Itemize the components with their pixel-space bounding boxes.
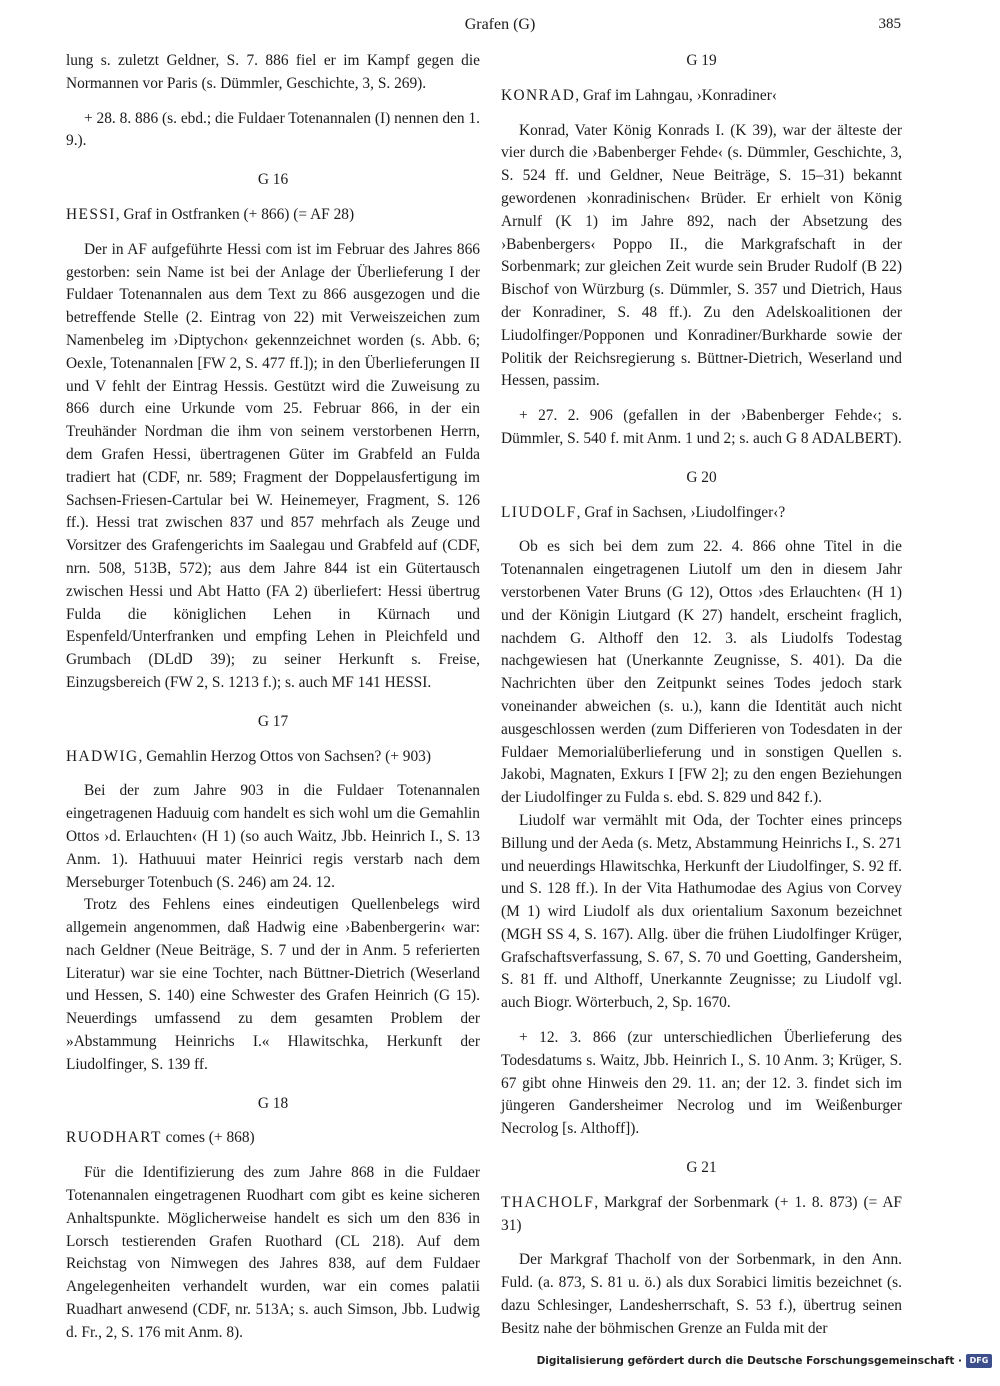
entry-number-g17: G 17 bbox=[257, 712, 289, 730]
entry-name: KONRAD bbox=[501, 86, 576, 104]
entry-name: LIUDOLF bbox=[501, 503, 577, 521]
funding-footer bbox=[537, 1352, 992, 1370]
entry-title: , Graf in Ostfranken (+ 866) (= AF 28) bbox=[115, 205, 355, 223]
entry-paragraph: Trotz des Fehlens eines eindeutigen Quellenbelegs wird allgemein angenommen, daß Hadwig eine ›Babenbergerin‹ war: nach Geldner (Neue Beiträge, S. 7 und der in Anm. 5 referierten Literatur) war sie eine Tochter, nach Büttner-Dietrich (Weserland und Hessen, S. 140) eine Schwester des Grafen Heinrich (G 15). Neuerdings umfassend zu dem gesamten Problem der »Abstammung Heinrichs I.« Hlawitschka, Herkunft der Liudolfinger, S. 139 ff. bbox=[66, 896, 480, 1073]
entry-number-g16: G 16 bbox=[257, 171, 289, 189]
entry-paragraph: Der in AF aufgeführte Hessi com ist im Februar des Jahres 866 gestorben: sein Name ist bei der Anlage der Überlieferung I der Fuldaer Totenannalen aus dem Text zu 866 ausgezogen und die betreffende Stelle (2. Eintrag von 22) mit Verweiszeichen zum Namenbeleg im ›Diptychon‹ gekennzeichnet worden (s. Abb. 6; Oexle, Totenannalen [FW 2, S. 477 ff.]); in den Überlieferungen II und V fehlt der Eintrag Hessis. Gestützt wird die Zuweisung zu 866 durch eine Urkunde vom 25. Februar 866, in der ein Treuhänder Nordman die ihm von seinem verstorbenen Herrn, dem Grafen Hessi, übertragenen Güter im Grabfeld an Fulda tradiert hat (CDF, nr. 589; Fragment der Doppelausfertigung im Sachsen-Friesen-Cartular bei W. Heinemeyer, Fragment, S. 126 ff.). Hessi trat zwischen 837 und 857 mehrfach als Zeuge und Vorsitzer des Grafengerichts im Saalegau und Grabfeld auf (CDF, nrn. 508, 513B, 572); aus dem Jahre 844 ist ein Gütertausch zwischen Hessi und Abt Hatto (FA 2) überliefert: Hessi übertrug Fulda die königlichen Lehen in Kürnach und Espenfeld/Unterfranken und empfing Lehen in Pleichfeld und Grumbach (DLdD 39); zu seiner Herkunft s. Freise, Einzugsbereich (FW 2, S. 1213 f.); s. auch MF 141 HESSI. bbox=[66, 240, 480, 691]
entry-paragraph: Der Markgraf Thacholf von der Sorbenmark, in den Ann. Fuld. (a. 873, S. 81 u. ö.) als dux Sorabici limitis bezeichnet (s. dazu Schlesinger, Landesherrschaft, S. 53 f.), übertrug seinen Besitz nahe der böhmischen Grenze an Fulda mit der bbox=[501, 1251, 902, 1337]
right-column bbox=[501, 50, 902, 1341]
entry-name: RUODHART bbox=[66, 1129, 162, 1147]
entry-number-g20: G 20 bbox=[686, 468, 717, 486]
entry-paragraph: Konrad, Vater König Konrads I. (K 39), war der älteste der vier durch die ›Babenberger Fehde‹ (s. Dümmler, Geschichte, 3, S. 524 ff. und Geldner, Neue Beiträge, S. 15–31) bekannt gewordenen ›konradinischen‹ Brüder. Er erhielt von König Arnulf (K 1) im Jahre 892, nach der Absetzung des ›Babenbergers‹ Poppo II., die Markgrafschaft in der Sorbenmark; zur gleichen Zeit wurde sein Bruder Rudolf (B 22) Bischof von Würzburg (s. Dümmler, S. 357 und Dietrich, Haus der Konradiner, S. 48 ff.). Zu den Adelskoalitionen der Liudolfinger/Popponen und Konradiner/Burkharde sowie der Politik der Reichsregierung s. Büttner-Dietrich, Weserland und Hessen, passim. bbox=[501, 121, 902, 390]
running-head-title: Grafen (G) bbox=[464, 16, 536, 33]
continued-paragraph: lung s. zuletzt Geldner, S. 7. 886 fiel er im Kampf gegen die Normannen vor Paris (s. Dümmler, Geschichte, 3, S. 269). bbox=[66, 52, 480, 92]
entry-heading-g21 bbox=[501, 1192, 902, 1238]
entry-heading-g19 bbox=[501, 85, 902, 108]
entry-number-g19: G 19 bbox=[686, 52, 717, 69]
running-head bbox=[0, 16, 1000, 40]
page-number: 385 bbox=[878, 16, 901, 32]
entry-name: THACHOLF bbox=[501, 1193, 595, 1211]
entry-title: , Gemahlin Herzog Ottos von Sachsen? (+ 903) bbox=[138, 747, 431, 765]
entry-heading-g16 bbox=[66, 204, 480, 227]
entry-paragraph: Ob es sich bei dem zum 22. 4. 866 ohne Titel in die Totenannalen eingetragenen Liutolf um den in diesem Jahr verstorbenen Vater Bruns (G 12), Ottos ›des Erlauchten‹ (H 1) und der Königin Liutgard (K 27) handelt, erscheint fraglich, nachdem G. Althoff den 12. 3. als Liudolfs Todestag nachgewiesen hat (Unerkannte Zeugnisse, S. 401). Da die Nachrichten über den Zeitpunkt seines Todes jedoch stark voneinander abweichen (s. u.), kann die Identität auch nicht ausgeschlossen werden (zum Differieren von Todesdaten in der Fuldaer Memorialüberlieferung und in sonstigen Quellen s. Jakobi, Magnaten, Exkurs I [FW 2]; zu den engen Beziehungen der Liudolfinger zu Fulda s. ebd. S. 829 und 842 f.). bbox=[501, 538, 902, 807]
entry-paragraph: Bei der zum Jahre 903 in die Fuldaer Totenannalen eingetragenen Haduuig com handelt es sich wohl um die Gemahlin Ottos ›d. Erlauchten‹ (H 1) (so auch Waitz, Jbb. Heinrich I., S. 13 Anm. 1). Hathuuui mater Heinrici regis verstarb nach dem Merseburger Totenbuch (S. 246) am 24. 12. bbox=[66, 782, 480, 891]
entry-title: , Graf im Lahngau, ›Konradiner‹ bbox=[575, 86, 777, 104]
entry-name: HADWIG bbox=[66, 747, 139, 765]
death-note-paragraph: + 12. 3. 866 (zur unterschiedlichen Überlieferung des Todesdatums s. Waitz, Jbb. Heinrich I., S. 10 Anm. 3; Krüger, S. 67 gibt ohne Hinweis den 29. 11. an; der 12. 3. findet sich im jüngeren Gandersheimer Necrolog und im Weißenburger Necrolog [s. Althoff]). bbox=[501, 1029, 902, 1138]
entry-name: HESSI bbox=[66, 205, 116, 223]
entry-number-g18: G 18 bbox=[257, 1094, 289, 1112]
entry-title: comes (+ 868) bbox=[161, 1129, 255, 1147]
entry-heading-g20 bbox=[501, 502, 902, 525]
left-column bbox=[66, 50, 480, 1345]
entry-paragraph: Liudolf war vermählt mit Oda, der Tochter eines princeps Billung und der Aeda (s. Metz, Abstammung Heinrichs I., S. 271 und neuerdings Hlawitschka, Herkunft der Liudolfinger, S. 92 ff. und S. 128 ff.). In der Vita Hathumodae des Agius von Corvey (M 1) wird Liudolf als dux orientalium Saxonum bezeichnet (MGH SS 4, S. 167). Allg. über die frühen Liudolfinger Krüger, Grafschaftsverfassung, S. 67, S. 70 und Goetting, Gandersheim, S. 81 ff. und Althoff, Unerkannte Zeugnisse; zu Liudolf vgl. auch Biogr. Wörterbuch, 2, Sp. 1670. bbox=[501, 811, 902, 1012]
entry-heading-g18 bbox=[66, 1127, 480, 1150]
death-note-paragraph: + 28. 8. 886 (s. ebd.; die Fuldaer Totenannalen (I) nennen den 1. 9.). bbox=[66, 109, 480, 150]
funding-text: Digitalisierung gefördert durch die Deutsche Forschungsgemeinschaft · bbox=[536, 1355, 962, 1367]
dfg-logo: DFG bbox=[966, 1354, 992, 1368]
entry-title: , Markgraf der Sorbenmark (+ 1. 8. 873) (= AF 31) bbox=[501, 1193, 902, 1234]
entry-number-g21: G 21 bbox=[686, 1159, 717, 1177]
death-note-paragraph: + 27. 2. 906 (gefallen in der ›Babenberger Fehde‹; s. Dümmler, S. 540 f. mit Anm. 1 und 2; s. auch G 8 ADALBERT). bbox=[501, 407, 902, 447]
entry-heading-g17 bbox=[66, 746, 480, 769]
entry-paragraph: Für die Identifizierung des zum Jahre 868 in die Fuldaer Totenannalen eingetragenen Ruodhart com gibt es keine sicheren Anhaltspunkte. Möglicherweise handelt es sich um den 836 in Lorsch testierenden Grafen Ruothard (CL 218). Auf dem Reichstag von Nimwegen des Jahres 838, auf dem Fuldaer Angelegenheiten verhandelt wurden, war ein comes palatii Ruadhart anwesend (CDF, nr. 513A; s. auch Simson, Jbb. Ludwig d. Fr., 2, S. 176 mit Anm. 8). bbox=[66, 1164, 480, 1341]
entry-title: , Graf in Sachsen, ›Liudolfinger‹? bbox=[576, 503, 786, 521]
